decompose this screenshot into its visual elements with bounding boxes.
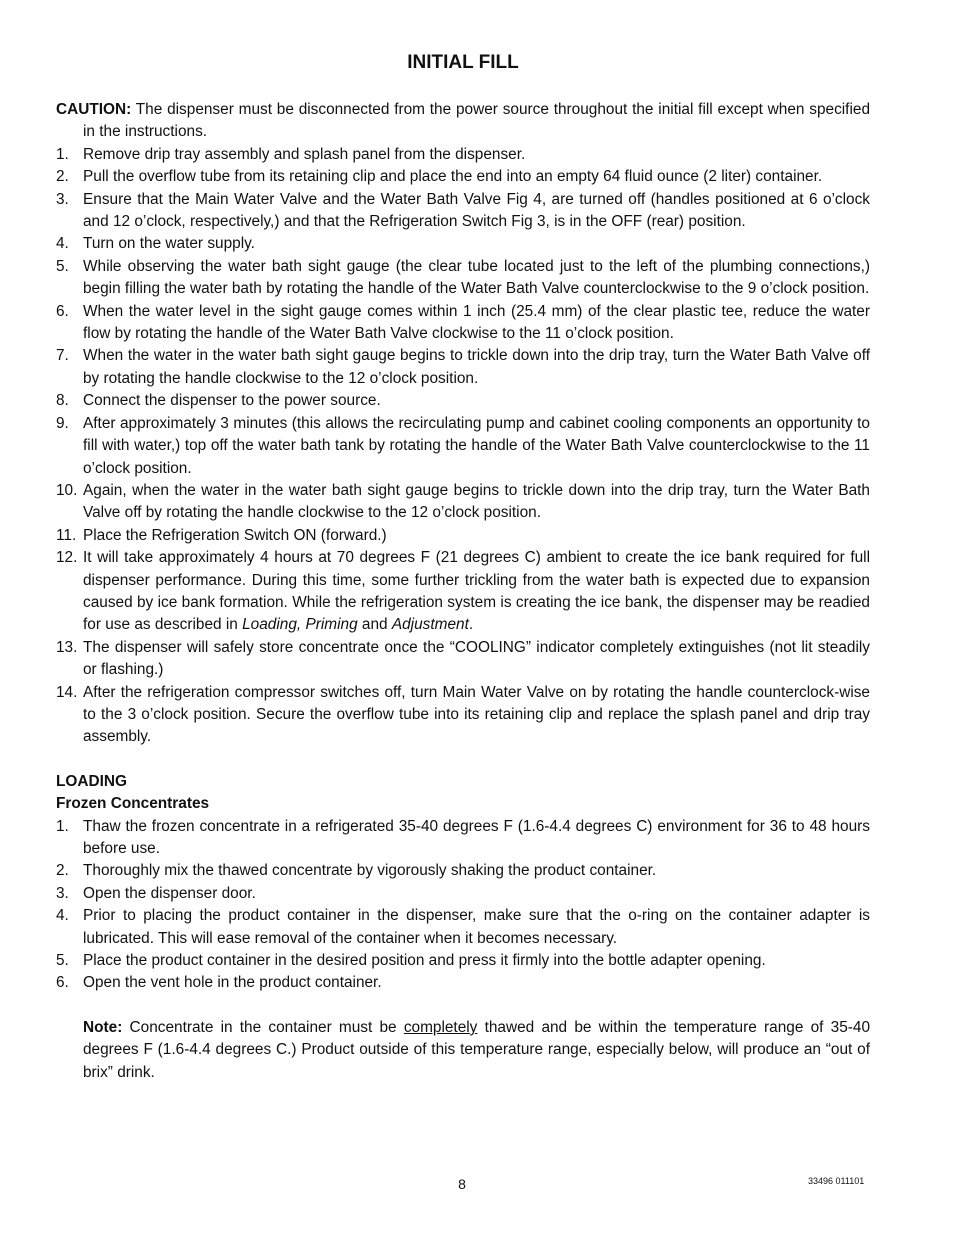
list-item bbox=[56, 816, 870, 861]
step-text: . bbox=[468, 616, 474, 634]
step-text: Ensure that the Main Water Valve and the Water Bath Valve Fig 4, are turned off (handles positioned at 6 o’clock and 12 o’clock, respectively,) and that the Refrigeration Switch Fig 3, is in the OFF (rear) position. bbox=[83, 190, 870, 231]
step-number: 2. bbox=[56, 168, 69, 186]
loading-heading: LOADING bbox=[56, 772, 127, 790]
list-item bbox=[56, 144, 870, 166]
step-italic-ref: Loading, Priming bbox=[242, 616, 358, 634]
step-number: 3. bbox=[56, 884, 69, 902]
step-number: 4. bbox=[56, 235, 69, 253]
page-number: 8 bbox=[458, 1176, 466, 1192]
step-text: Open the vent hole in the product container. bbox=[83, 974, 382, 992]
list-item bbox=[56, 950, 870, 972]
caution-label: CAUTION: bbox=[56, 101, 132, 118]
list-item bbox=[56, 256, 870, 301]
step-text: While observing the water bath sight gauge (the clear tube located just to the left of the plumbing connections,) begin filling the water bath by rotating the handle of the Water Bath Valve counterclockwise to the 9 o’clock position. bbox=[83, 257, 870, 298]
step-number: 9. bbox=[56, 414, 69, 432]
step-text: Prior to placing the product container in the dispenser, make sure that the o-ring on the container adapter is lubricated. This will ease removal of the container when it becomes necessary. bbox=[83, 907, 870, 947]
step-number: 6. bbox=[56, 974, 69, 992]
step-number: 5. bbox=[56, 952, 69, 970]
note-underlined-text: completely bbox=[403, 1018, 478, 1036]
step-text: Remove drip tray assembly and splash panel from the dispenser. bbox=[83, 145, 526, 163]
step-number: 1. bbox=[56, 145, 69, 163]
step-number: 13. bbox=[56, 638, 78, 656]
list-item bbox=[56, 390, 870, 412]
step-text: After the refrigeration compressor switches off, turn Main Water Valve on by rotating the handle counterclock-wise to the 3 o’clock position. Secure the overflow tube into its retaining clip and replace the splash panel and drip tray assembly. bbox=[83, 683, 870, 746]
step-text: Thoroughly mix the thawed concentrate by vigorously shaking the product container. bbox=[83, 862, 657, 880]
note-text: Concentrate in the container must be bbox=[122, 1018, 404, 1036]
document-code: 33496 011101 bbox=[808, 1176, 865, 1186]
step-text: Turn on the water supply. bbox=[83, 235, 255, 253]
list-item bbox=[56, 166, 870, 188]
caution-text: The dispenser must be disconnected from the power source throughout the initial fill except when specified in the instructions. bbox=[83, 101, 870, 141]
list-item bbox=[56, 682, 870, 749]
step-text: Place the Refrigeration Switch ON (forward.) bbox=[83, 526, 387, 544]
step-number: 12. bbox=[56, 549, 78, 567]
note-text: thawed and be within the temperature range of 35-40 degrees F (1.6-4.4 degrees C.) Product outside of this temperature range, especially below, will produce an “out of brix” drink. bbox=[83, 1018, 870, 1081]
step-number: 11. bbox=[56, 526, 77, 544]
caution-paragraph bbox=[56, 99, 870, 144]
list-item bbox=[56, 525, 870, 547]
step-text: Place the product container in the desired position and press it firmly into the bottle adapter opening. bbox=[83, 952, 766, 970]
list-item bbox=[56, 233, 870, 255]
frozen-concentrates-subheading: Frozen Concentrates bbox=[56, 795, 210, 813]
loading-steps bbox=[56, 816, 870, 995]
list-item bbox=[56, 301, 870, 346]
step-text: When the water in the water bath sight gauge begins to trickle down into the drip tray, turn the Water Bath Valve off by rotating the handle clockwise to the 12 o’clock position. bbox=[83, 347, 870, 387]
step-number: 3. bbox=[56, 190, 69, 208]
step-number: 5. bbox=[56, 257, 69, 275]
list-item bbox=[56, 905, 870, 950]
step-number: 7. bbox=[56, 347, 69, 365]
step-number: 8. bbox=[56, 392, 69, 410]
step-number: 14. bbox=[56, 683, 78, 701]
step-number: 4. bbox=[56, 907, 69, 925]
list-item bbox=[56, 413, 870, 480]
step-text: When the water level in the sight gauge comes within 1 inch (25.4 mm) of the clear plastic tee, reduce the water flow by rotating the handle of the Water Bath Valve clockwise to the 11 o’clock position. bbox=[83, 302, 870, 343]
step-text: It will take approximately 4 hours at 70 degrees F (21 degrees C) ambient to create the ice bank required for full dispenser performance. During this time, some further trickling from the water bath is expected due to expansion caused by ice bank formation. While the refrigeration system is creating the ice bank, the dispenser may be readied for use as described in bbox=[83, 549, 870, 634]
note-label: Note: bbox=[83, 1018, 123, 1036]
step-text: Again, when the water in the water bath sight gauge begins to trickle down into the drip tray, turn the Water Bath Valve off by rotating the handle clockwise to the 12 o’clock position. bbox=[83, 481, 870, 522]
list-item bbox=[56, 547, 870, 637]
list-item bbox=[56, 345, 870, 390]
list-item bbox=[56, 189, 870, 234]
step-number: 10. bbox=[56, 481, 78, 499]
step-text: Pull the overflow tube from its retaining clip and place the end into an empty 64 fluid ounce (2 liter) container. bbox=[83, 168, 823, 186]
step-text: The dispenser will safely store concentrate once the “COOLING” indicator completely extinguishes (not lit steadily or flashing.) bbox=[83, 638, 870, 679]
initial-fill-steps bbox=[56, 144, 870, 749]
list-item bbox=[56, 480, 870, 525]
list-item bbox=[56, 637, 870, 682]
list-item bbox=[56, 860, 870, 882]
list-item bbox=[56, 972, 870, 994]
step-text: and bbox=[357, 616, 392, 634]
note-paragraph bbox=[83, 1017, 870, 1084]
step-text: Thaw the frozen concentrate in a refrigerated 35-40 degrees F (1.6-4.4 degrees C) environment for 36 to 48 hours before use. bbox=[83, 817, 870, 857]
step-number: 1. bbox=[56, 817, 69, 835]
step-text: Connect the dispenser to the power source. bbox=[83, 392, 381, 410]
step-text: After approximately 3 minutes (this allows the recirculating pump and cabinet cooling components an opportunity to fill with water,) top off the water bath tank by rotating the handle of the Water Bath Valve counterclockwise to the 11 o’clock position. bbox=[83, 414, 870, 477]
page-content bbox=[56, 52, 870, 1084]
step-italic-ref: Adjustment bbox=[391, 616, 469, 634]
step-number: 6. bbox=[56, 302, 69, 320]
step-text: Open the dispenser door. bbox=[83, 884, 256, 902]
initial-fill-heading: INITIAL FILL bbox=[407, 52, 519, 73]
list-item bbox=[56, 883, 870, 905]
step-number: 2. bbox=[56, 862, 69, 880]
